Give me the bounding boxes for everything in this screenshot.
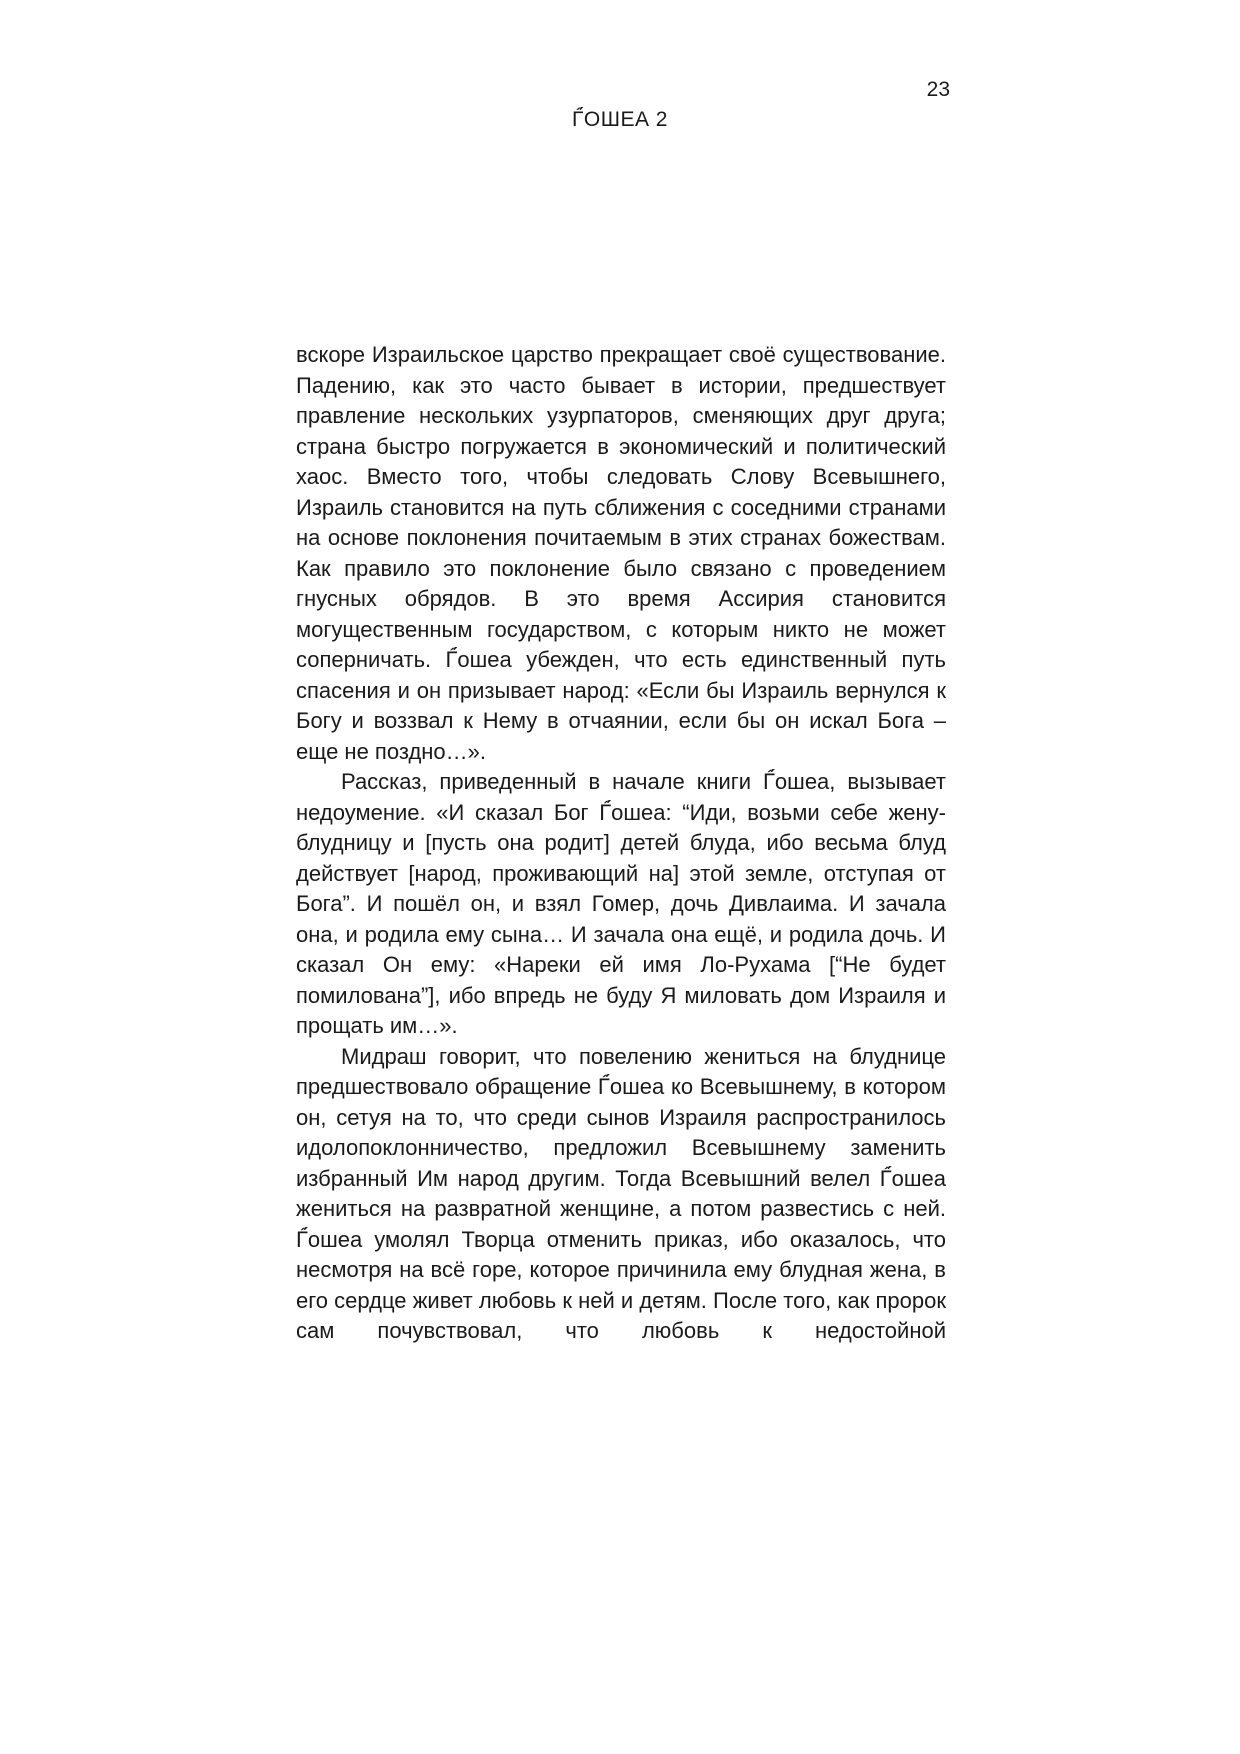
body-text [296,340,946,1347]
page-number: 23 [926,78,950,101]
running-title: Ѓ́ОШЕА 2 [572,108,668,131]
paragraph-3: Мидраш говорит, что повелению жениться на блуднице предшествовало обращение Ѓ́ошеа ко Всевышнему, в котором он, сетуя на то, что среди сынов Израиля распространилось идолопоклонничество, предложил Всевышнему заменить избранный Им народ другим. Тогда Всевышний велел Ѓ́ошеа жениться на развратной женщине, а потом развестись с ней. Ѓ́ошеа умолял Творца отменить приказ, ибо оказалось, что несмотря на всё горе, которое причинила ему блудная жена, в его сердце живет любовь к ней и детям. После того, как пророк сам почувствовал, что любовь к недостойной [296,1043,946,1343]
paragraph-1: вскоре Израильское царство прекращает своё существование. Падению, как это часто бывает в истории, предшествует правление нескольких узурпаторов, сменяющих друг друга; страна быстро погружается в экономический и политический хаос. Вместо того, чтобы следовать Слову Всевышнего, Израиль становится на путь сближения с соседними странами на основе поклонения почитаемым в этих странах божествам. Как правило это поклонение было связано с проведением гнусных обрядов. В это время Ассирия становится могущественным государством, с которым никто не может соперничать. Ѓ́ошеа убежден, что есть единственный путь спасения и он призывает народ: «Если бы Израиль вернулся к Богу и воззвал к Нему в отчаянии, если бы он искал Бога – еще не поздно…». [296,342,946,764]
paragraph-2: Рассказ, приведенный в начале книги Ѓ́ошеа, вызывает недоумение. «И сказал Бог Ѓ́ошеа: “Иди, возьми себе жену-блудницу и [пусть она родит] детей блуда, ибо весьма блуд действует [народ, проживающий на] этой земле, отступая от Бога”. И пошёл он, и взял Гомер, дочь Дивлаима. И зачала она, и родила ему сына… И зачала она ещё, и родила дочь. И сказал Он ему: «Нареки ей имя Ло-Рухама [“Не будет помилована”], ибо впредь не буду Я миловать дом Израиля и прощать им…». [296,769,946,1038]
